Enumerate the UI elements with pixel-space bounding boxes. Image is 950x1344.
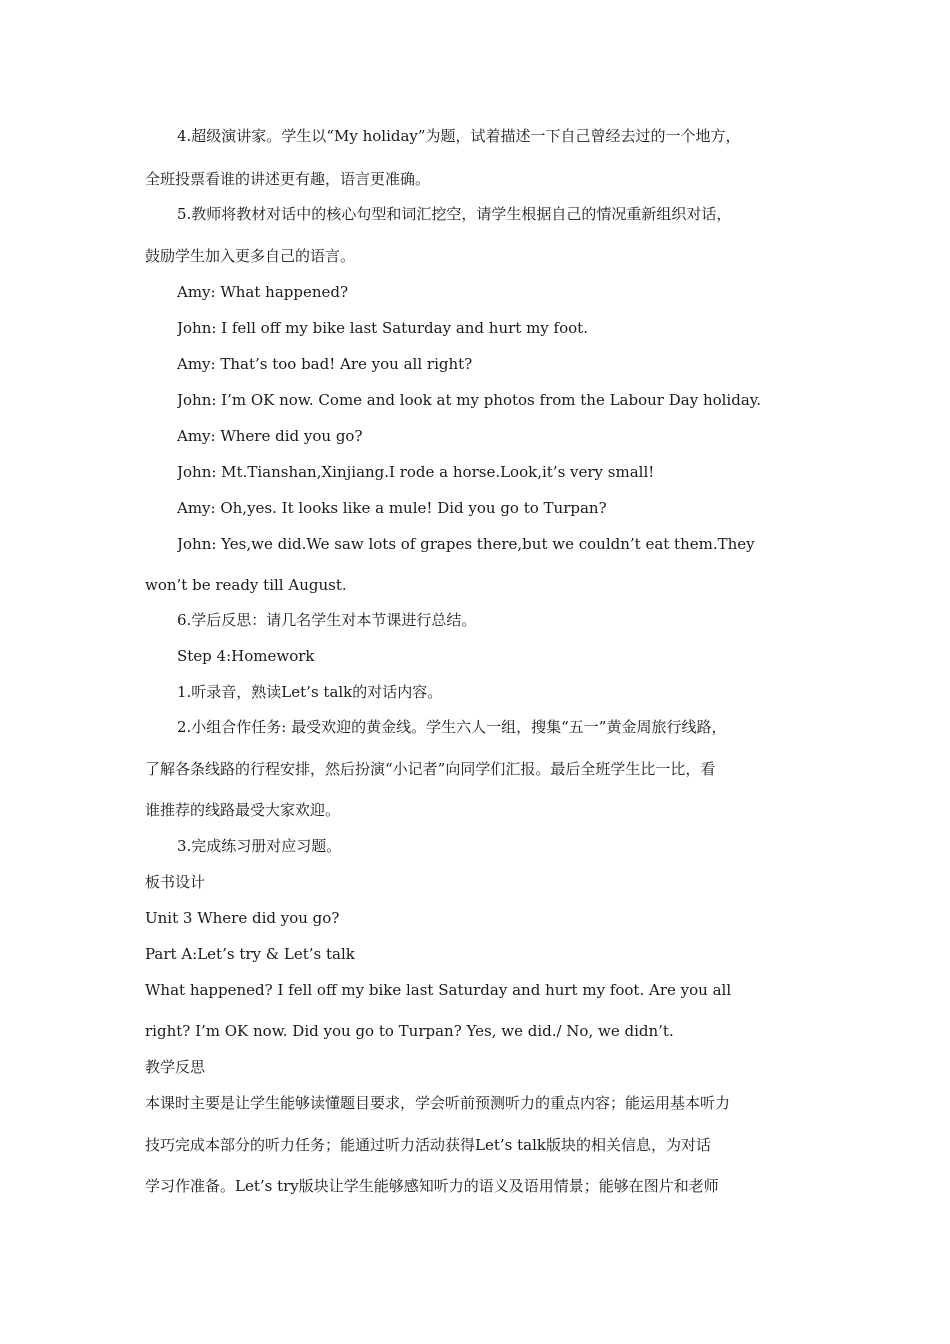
board-line: right? I’m OK now. Did you go to Turpan? Yes, we did./ No, we didn’t. xyxy=(145,1022,674,1040)
board-line: Unit 3 Where did you go? xyxy=(145,909,340,927)
step-heading: Step 4:Homework xyxy=(177,647,315,665)
text-line: 鼓励学生加入更多自己的语言。 xyxy=(145,247,356,265)
dialogue-line: John: Mt.Tianshan,Xinjiang.I rode a horse.Look,it’s very small! xyxy=(177,463,655,481)
homework-item: 谁推荐的线路最受大家欢迎。 xyxy=(145,801,341,819)
dialogue-line: Amy: Where did you go? xyxy=(177,427,363,445)
text-line: 全班投票看谁的讲述更有趣，语言更准确。 xyxy=(145,170,431,188)
dialogue-line: Amy: That’s too bad! Are you all right? xyxy=(177,355,473,373)
homework-item: 1.听录音，熟读Let’s talk的对话内容。 xyxy=(177,683,443,701)
homework-item: 3.完成练习册对应习题。 xyxy=(177,837,342,855)
dialogue-line: John: I’m OK now. Come and look at my photos from the Labour Day holiday. xyxy=(177,391,762,409)
board-line: Part A:Let’s try & Let’s talk xyxy=(145,945,355,963)
text-line: 5.教师将教材对话中的核心句型和词汇挖空，请学生根据自己的情况重新组织对话， xyxy=(177,205,732,223)
text-line: 6.学后反思：请几名学生对本节课进行总结。 xyxy=(177,611,477,629)
reflection-line: 学习作准备。Let’s try版块让学生能够感知听力的语义及语用情景；能够在图片和老师 xyxy=(145,1177,719,1195)
section-heading: 教学反思 xyxy=(145,1058,206,1076)
reflection-line: 本课时主要是让学生能够读懂题目要求，学会听前预测听力的重点内容；能运用基本听力 xyxy=(145,1094,731,1112)
dialogue-line: won’t be ready till August. xyxy=(145,576,347,594)
section-heading: 板书设计 xyxy=(145,873,206,891)
dialogue-line: John: Yes,we did.We saw lots of grapes there,but we couldn’t eat them.They xyxy=(177,535,755,553)
homework-item: 2.小组合作任务: 最受欢迎的黄金线。学生六人一组，搜集“五一”黄金周旅行线路， xyxy=(177,718,727,736)
dialogue-line: John: I fell off my bike last Saturday and hurt my foot. xyxy=(177,319,588,337)
text-line: 4.超级演讲家。学生以“My holiday”为题，试着描述一下自己曾经去过的一个地方， xyxy=(177,127,741,145)
homework-item: 了解各条线路的行程安排，然后扮演“小记者”向同学们汇报。最后全班学生比一比，看 xyxy=(145,760,716,778)
reflection-line: 技巧完成本部分的听力任务；能通过听力活动获得Let’s talk版块的相关信息，为对话 xyxy=(145,1136,711,1154)
dialogue-line: Amy: Oh,yes. It looks like a mule! Did you go to Turpan? xyxy=(177,499,607,517)
board-line: What happened? I fell off my bike last Saturday and hurt my foot. Are you all xyxy=(145,981,732,999)
dialogue-line: Amy: What happened? xyxy=(177,283,349,301)
